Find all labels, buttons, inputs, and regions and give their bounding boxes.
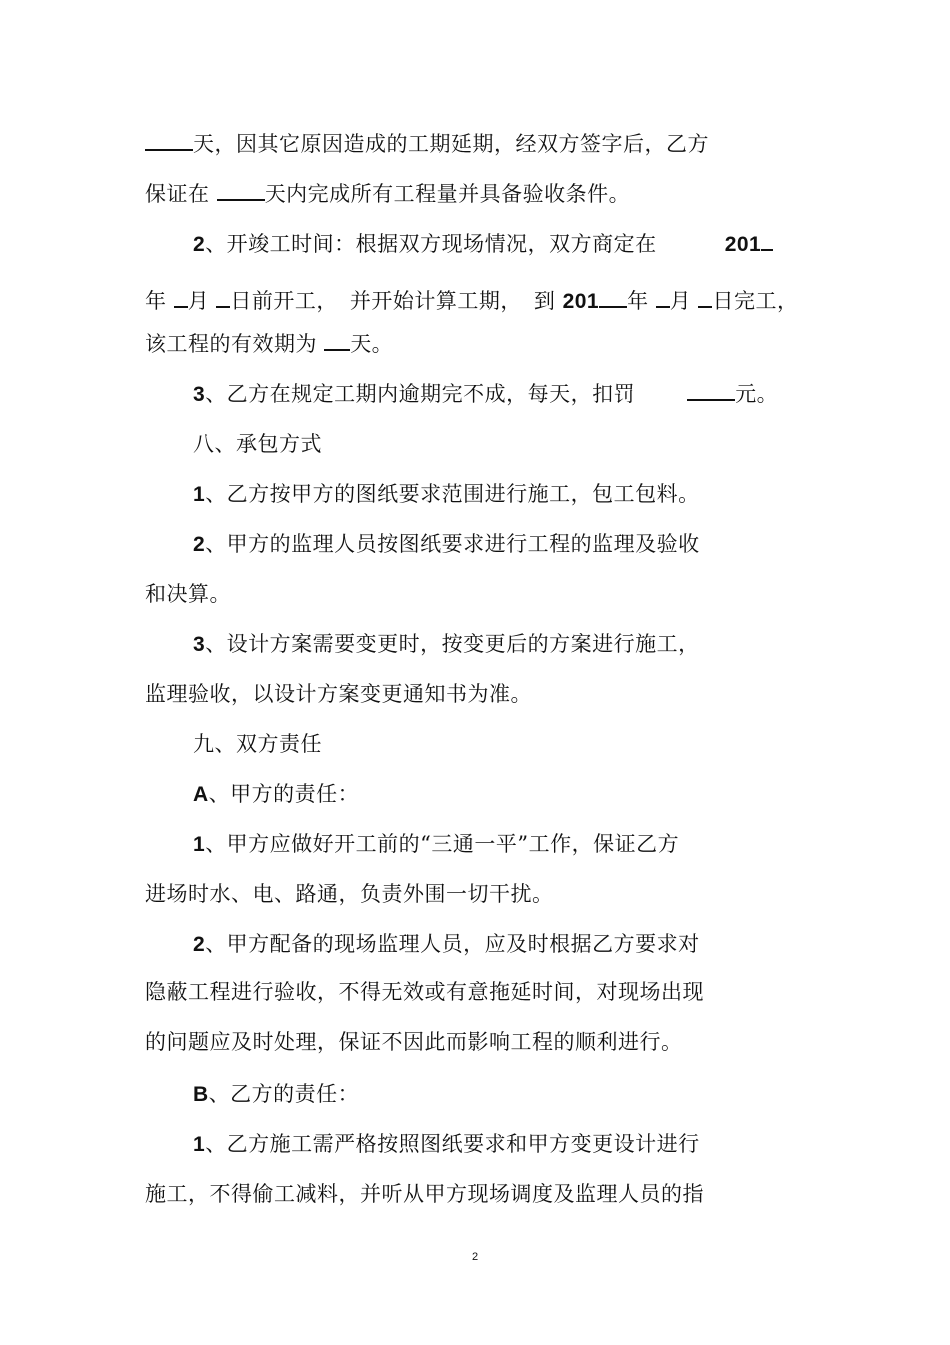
fill-blank [216, 286, 230, 308]
text-line: 进场时水、电、路通，负责外围一切干扰。 [145, 882, 554, 906]
fill-blank [687, 379, 735, 401]
fill-blank [217, 179, 265, 201]
text-line: 施工，不得偷工减料，并听从甲方现场调度及监理人员的指 [145, 1182, 704, 1206]
text-line: 1、乙方按甲方的图纸要求范围进行施工，包工包料。 [193, 482, 700, 506]
page-number: 2 [471, 1251, 479, 1263]
text-line: 2、甲方的监理人员按图纸要求进行工程的监理及验收 [193, 532, 700, 556]
subsection-heading: A、甲方的责任： [193, 782, 360, 806]
text-line: 的问题应及时处理，保证不因此而影响工程的顺利进行。 [145, 1030, 683, 1054]
fill-blank [599, 286, 627, 308]
text-line: 和决算。 [145, 582, 231, 606]
fill-blank [761, 229, 773, 251]
text-line: 3、设计方案需要变更时，按变更后的方案进行施工， [193, 632, 700, 656]
text-line: 2、开竣工时间：根据双方现场情况，双方商定在 201 [193, 228, 773, 260]
text-line: 天，因其它原因造成的工期延期，经双方签字后，乙方 [145, 128, 709, 160]
text-line: 监理验收，以设计方案变更通知书为准。 [145, 682, 532, 706]
text-line: 隐蔽工程进行验收，不得无效或有意拖延时间，对现场出现 [145, 980, 704, 1004]
text-line: 1、甲方应做好开工前的“三通一平”工作，保证乙方 [193, 832, 680, 856]
text-line: 3、乙方在规定工期内逾期完不成，每天，扣罚 元。 [193, 378, 778, 410]
fill-blank [324, 329, 350, 351]
section-heading: 九、双方责任 [193, 732, 322, 756]
fill-blank [698, 286, 712, 308]
text-line: 1、乙方施工需严格按照图纸要求和甲方变更设计进行 [193, 1132, 700, 1156]
text-line: 保证在 天内完成所有工程量并具备验收条件。 [145, 178, 630, 210]
text-line: 该工程的有效期为 天。 [145, 328, 393, 360]
fill-blank [656, 286, 670, 308]
text-line: 2、甲方配备的现场监理人员，应及时根据乙方要求对 [193, 932, 700, 956]
section-heading: 八、承包方式 [193, 432, 322, 456]
subsection-heading: B、乙方的责任： [193, 1082, 360, 1106]
fill-blank [174, 286, 188, 308]
text-line: 年 月 日前开工， 并开始计算工期， 到 201 年 月 日完工， [145, 285, 798, 317]
fill-blank [145, 129, 193, 151]
